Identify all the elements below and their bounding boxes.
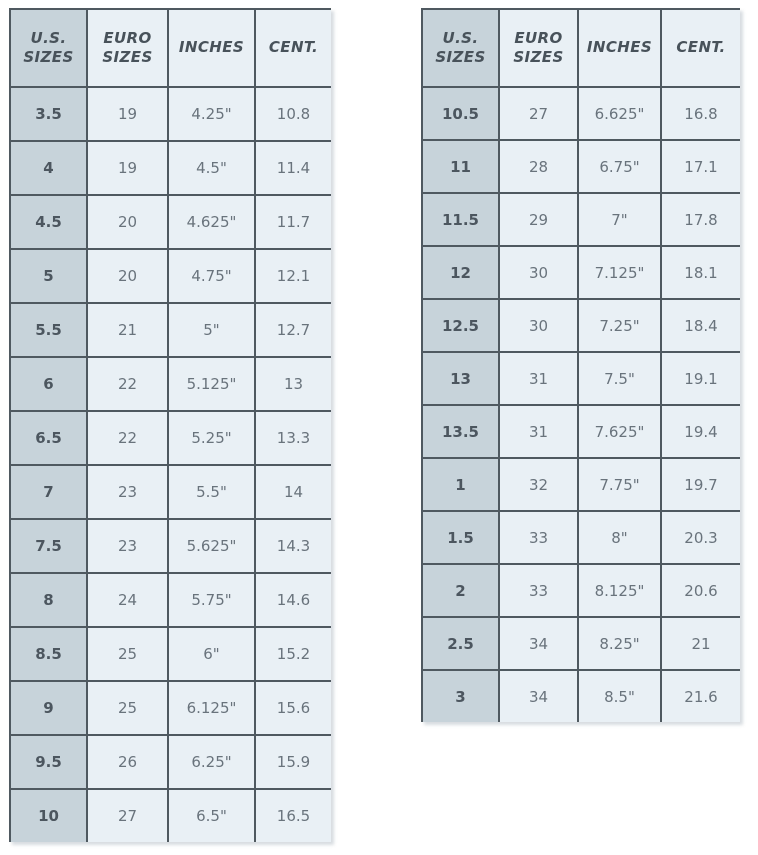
table-cell: 14.6 bbox=[254, 572, 331, 626]
us-size-cell: 2.5 bbox=[421, 616, 498, 669]
header-row bbox=[9, 8, 331, 86]
us-size-cell: 3.5 bbox=[9, 86, 86, 140]
header-row bbox=[421, 8, 740, 86]
us-size-cell: 1 bbox=[421, 457, 498, 510]
table-row bbox=[421, 563, 740, 616]
table-cell: 5.75" bbox=[167, 572, 254, 626]
us-size-cell: 4 bbox=[9, 140, 86, 194]
us-size-cell: 13 bbox=[421, 351, 498, 404]
table-row bbox=[9, 788, 331, 842]
table-row bbox=[421, 510, 740, 563]
table-row bbox=[421, 404, 740, 457]
table-cell: 8" bbox=[577, 510, 660, 563]
table-row bbox=[421, 669, 740, 722]
table-cell: 7" bbox=[577, 192, 660, 245]
column-header-inches: INCHES bbox=[167, 8, 254, 86]
table-row bbox=[9, 464, 331, 518]
us-size-cell: 8 bbox=[9, 572, 86, 626]
table-cell: 7.125" bbox=[577, 245, 660, 298]
table-cell: 12.7 bbox=[254, 302, 331, 356]
table-row bbox=[9, 140, 331, 194]
table-cell: 7.25" bbox=[577, 298, 660, 351]
table-row bbox=[421, 86, 740, 139]
column-header-euro-sizes: EURO SIZES bbox=[498, 8, 577, 86]
table-cell: 19 bbox=[86, 86, 167, 140]
table-cell: 22 bbox=[86, 356, 167, 410]
table-cell: 20.3 bbox=[660, 510, 740, 563]
us-size-cell: 9.5 bbox=[9, 734, 86, 788]
table-cell: 33 bbox=[498, 563, 577, 616]
table-cell: 28 bbox=[498, 139, 577, 192]
column-header-u-s-sizes: U.S. SIZES bbox=[421, 8, 498, 86]
table-row bbox=[9, 356, 331, 410]
table-cell: 30 bbox=[498, 245, 577, 298]
table-cell: 15.9 bbox=[254, 734, 331, 788]
table-cell: 7.5" bbox=[577, 351, 660, 404]
table-cell: 6.125" bbox=[167, 680, 254, 734]
table-cell: 14.3 bbox=[254, 518, 331, 572]
table-cell: 5.625" bbox=[167, 518, 254, 572]
table-cell: 16.8 bbox=[660, 86, 740, 139]
table-cell: 19 bbox=[86, 140, 167, 194]
table-cell: 27 bbox=[86, 788, 167, 842]
table-cell: 6" bbox=[167, 626, 254, 680]
table-row bbox=[9, 518, 331, 572]
table-cell: 14 bbox=[254, 464, 331, 518]
table-cell: 30 bbox=[498, 298, 577, 351]
us-size-cell: 13.5 bbox=[421, 404, 498, 457]
table-cell: 31 bbox=[498, 351, 577, 404]
column-header-u-s-sizes: U.S. SIZES bbox=[9, 8, 86, 86]
table-cell: 5" bbox=[167, 302, 254, 356]
table-row bbox=[9, 572, 331, 626]
table-cell: 5.5" bbox=[167, 464, 254, 518]
table-cell: 12.1 bbox=[254, 248, 331, 302]
table-cell: 33 bbox=[498, 510, 577, 563]
table-row bbox=[9, 626, 331, 680]
table-cell: 34 bbox=[498, 616, 577, 669]
table-cell: 23 bbox=[86, 464, 167, 518]
table-cell: 11.4 bbox=[254, 140, 331, 194]
table-cell: 15.6 bbox=[254, 680, 331, 734]
table-cell: 17.1 bbox=[660, 139, 740, 192]
table-cell: 7.625" bbox=[577, 404, 660, 457]
table-cell: 21 bbox=[660, 616, 740, 669]
us-size-cell: 11.5 bbox=[421, 192, 498, 245]
table-cell: 22 bbox=[86, 410, 167, 464]
us-size-cell: 1.5 bbox=[421, 510, 498, 563]
table-cell: 18.4 bbox=[660, 298, 740, 351]
table-cell: 23 bbox=[86, 518, 167, 572]
us-size-cell: 3 bbox=[421, 669, 498, 722]
table-cell: 4.25" bbox=[167, 86, 254, 140]
size-table-right bbox=[421, 8, 740, 722]
table-cell: 7.75" bbox=[577, 457, 660, 510]
us-size-cell: 5.5 bbox=[9, 302, 86, 356]
column-header-cent: CENT. bbox=[254, 8, 331, 86]
us-size-cell: 2 bbox=[421, 563, 498, 616]
table-cell: 4.625" bbox=[167, 194, 254, 248]
table-cell: 8.5" bbox=[577, 669, 660, 722]
table-row bbox=[421, 616, 740, 669]
table-cell: 25 bbox=[86, 680, 167, 734]
table-row bbox=[421, 192, 740, 245]
table-cell: 19.7 bbox=[660, 457, 740, 510]
table-cell: 6.5" bbox=[167, 788, 254, 842]
table-cell: 4.75" bbox=[167, 248, 254, 302]
table-cell: 34 bbox=[498, 669, 577, 722]
table-cell: 6.625" bbox=[577, 86, 660, 139]
table-cell: 29 bbox=[498, 192, 577, 245]
table-cell: 24 bbox=[86, 572, 167, 626]
table-cell: 10.8 bbox=[254, 86, 331, 140]
us-size-cell: 6.5 bbox=[9, 410, 86, 464]
table-cell: 6.75" bbox=[577, 139, 660, 192]
table-cell: 15.2 bbox=[254, 626, 331, 680]
table-cell: 27 bbox=[498, 86, 577, 139]
table-cell: 19.4 bbox=[660, 404, 740, 457]
column-header-inches: INCHES bbox=[577, 8, 660, 86]
table-cell: 21 bbox=[86, 302, 167, 356]
column-header-cent: CENT. bbox=[660, 8, 740, 86]
us-size-cell: 9 bbox=[9, 680, 86, 734]
table-cell: 20.6 bbox=[660, 563, 740, 616]
table-row bbox=[9, 734, 331, 788]
us-size-cell: 5 bbox=[9, 248, 86, 302]
table-cell: 31 bbox=[498, 404, 577, 457]
table-cell: 13.3 bbox=[254, 410, 331, 464]
us-size-cell: 12.5 bbox=[421, 298, 498, 351]
table-cell: 6.25" bbox=[167, 734, 254, 788]
table-cell: 16.5 bbox=[254, 788, 331, 842]
us-size-cell: 10.5 bbox=[421, 86, 498, 139]
table-cell: 19.1 bbox=[660, 351, 740, 404]
table-row bbox=[421, 457, 740, 510]
table-cell: 26 bbox=[86, 734, 167, 788]
table-cell: 17.8 bbox=[660, 192, 740, 245]
us-size-cell: 7 bbox=[9, 464, 86, 518]
table-row bbox=[421, 298, 740, 351]
table-cell: 21.6 bbox=[660, 669, 740, 722]
us-size-cell: 7.5 bbox=[9, 518, 86, 572]
table-cell: 18.1 bbox=[660, 245, 740, 298]
table-row bbox=[421, 351, 740, 404]
size-table-left bbox=[9, 8, 331, 842]
table-row bbox=[9, 194, 331, 248]
table-row bbox=[9, 302, 331, 356]
table-row bbox=[421, 245, 740, 298]
table-cell: 8.25" bbox=[577, 616, 660, 669]
us-size-cell: 4.5 bbox=[9, 194, 86, 248]
us-size-cell: 8.5 bbox=[9, 626, 86, 680]
table-cell: 25 bbox=[86, 626, 167, 680]
table-cell: 20 bbox=[86, 248, 167, 302]
table-row bbox=[9, 248, 331, 302]
column-header-euro-sizes: EURO SIZES bbox=[86, 8, 167, 86]
table-cell: 5.125" bbox=[167, 356, 254, 410]
us-size-cell: 10 bbox=[9, 788, 86, 842]
table-row bbox=[9, 86, 331, 140]
table-cell: 8.125" bbox=[577, 563, 660, 616]
table-row bbox=[9, 680, 331, 734]
us-size-cell: 11 bbox=[421, 139, 498, 192]
table-row bbox=[9, 410, 331, 464]
table-cell: 32 bbox=[498, 457, 577, 510]
table-cell: 13 bbox=[254, 356, 331, 410]
us-size-cell: 12 bbox=[421, 245, 498, 298]
table-cell: 11.7 bbox=[254, 194, 331, 248]
table-row bbox=[421, 139, 740, 192]
us-size-cell: 6 bbox=[9, 356, 86, 410]
table-cell: 20 bbox=[86, 194, 167, 248]
table-cell: 5.25" bbox=[167, 410, 254, 464]
table-cell: 4.5" bbox=[167, 140, 254, 194]
